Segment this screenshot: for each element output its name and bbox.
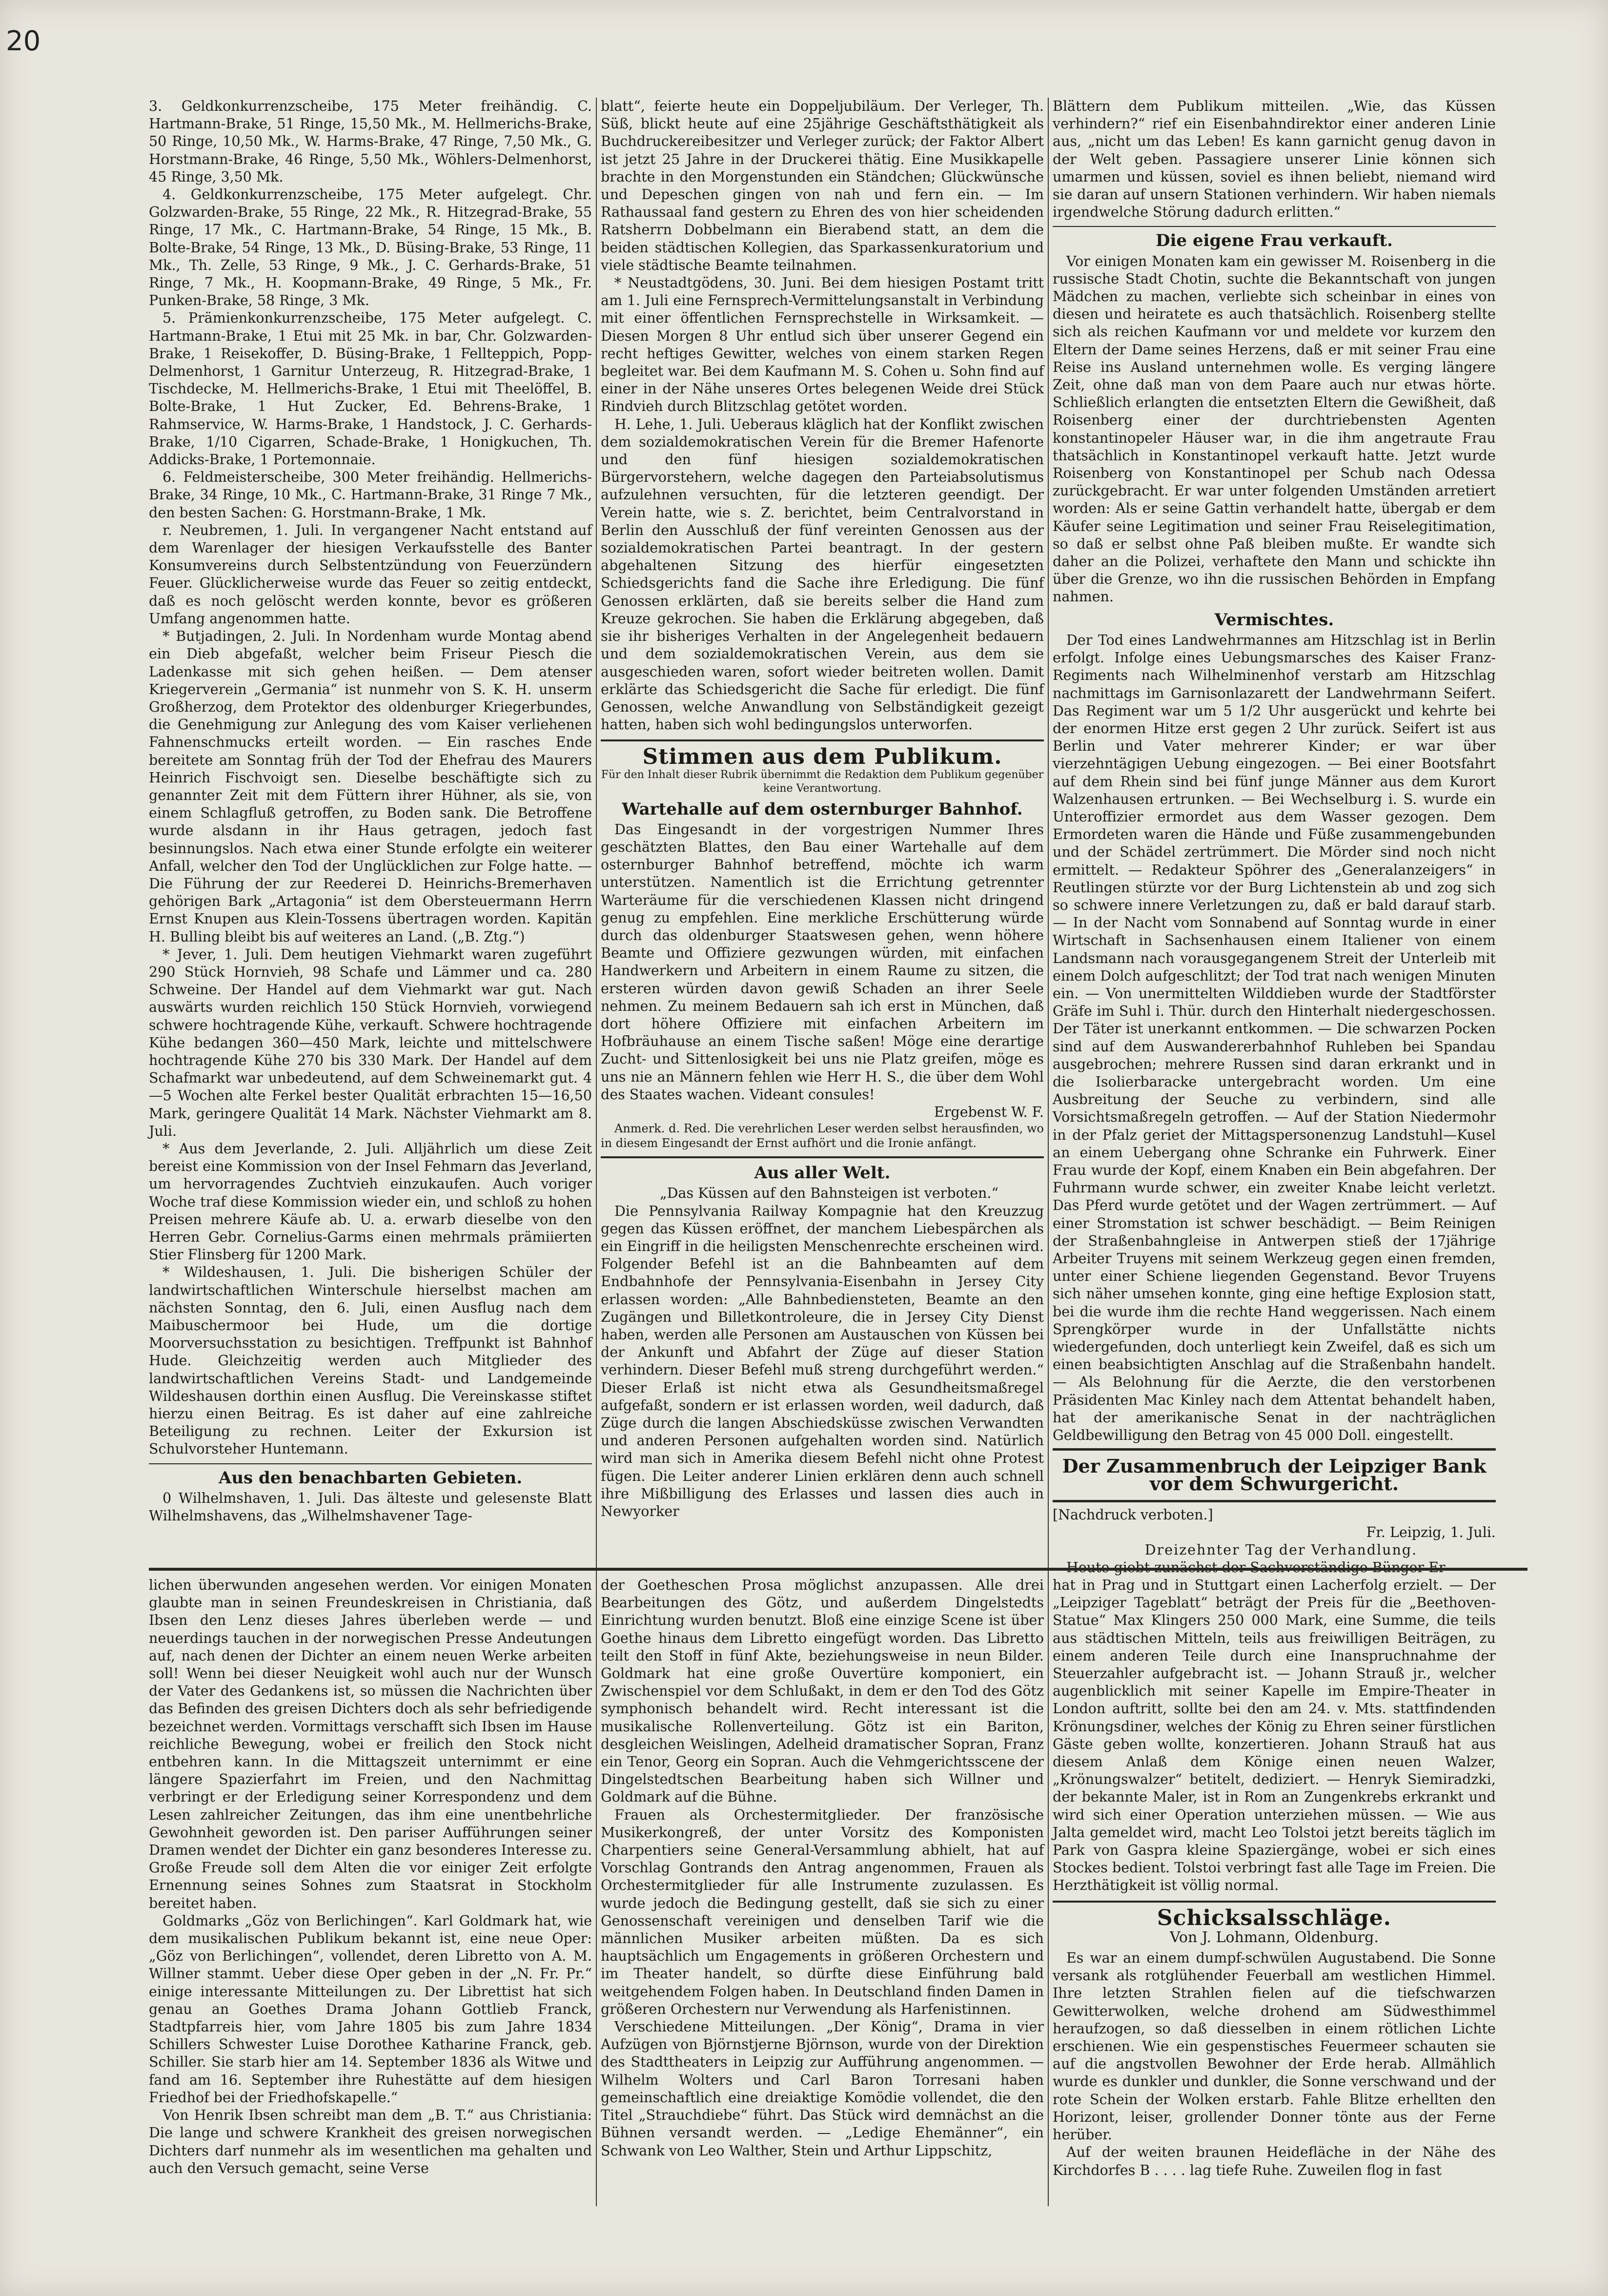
leipzig-title: Der Zusammenbruch der Leipziger Bank vor dem Schwurgericht.	[1062, 1455, 1486, 1495]
column-rule	[592, 98, 601, 1577]
article-paragraph: * Jever, 1. Juli. Dem heutigen Viehmarkt waren zugeführt 290 Stück Hornvieh, 98 Schafe und Lämmer und ca. 280 Schweine. Der Handel auf dem Viehmarkt war gut. Nach auswärts wurden reichlich 150 Stück Hornvieh, vorwiegend schwere hochtragende Kühe, verkauft. Schwere hochtragende Kühe bedangen 360—450 Mark, leichte und mittelschwere hochtragende Kühe 270 bis 330 Mark. Der Handel auf dem Schafmarkt war unbedeutend, auf dem Schweinemarkt gut. 4—5 Wochen alte Ferkel bester Qualität erbrachten 15—16,50 Mark, geringere Qualität 14 Mark. Nächster Viehmarkt am 8. Juli.	[149, 946, 592, 1139]
band-divider	[149, 1568, 1527, 1571]
wartehalle-title: Wartehalle auf dem osternburger Bahnhof.	[622, 799, 1023, 819]
article-paragraph: 4. Geldkonkurrenzscheibe, 175 Meter aufgelegt. Chr. Golzwarden-Brake, 55 Ringe, 22 Mk., R. Hitzegrad-Brake, 55 Ringe, 17 Mk., C. Hartmann-Brake, 54 Ringe, 15 Mk., B. Bolte-Brake, 54 Ringe, 13 Mk., D. Büsing-Brake, 53 Ringe, 11 Mk., Th. Zelle, 53 Ringe, 9 Mk., J. C. Gerhards-Brake, 51 Ringe, 7 Mk., H. Koopmann-Brake, 49 Ringe, 5 Mk., Fr. Punken-Brake, 58 Ringe, 3 Mk.	[149, 186, 592, 309]
schicksal-title: Schicksalsschläge.	[1157, 1905, 1392, 1930]
article-paragraph: Blättern dem Publikum mitteilen. „Wie, das Küssen verhindern?“ rief ein Eisenbahndirektor einer anderen Linie aus, „nicht um das Leben! Es kann garnicht genug davon in der Welt geben. Passagiere unserer Linie können sich umarmen und küssen, soviel es ihnen beliebt, niemand wird sie daran auf unsern Stationen verhindern. Wir haben niemals irgendwelche Störung dadurch erlitten.“	[1053, 98, 1496, 221]
article-paragraph: Auf der weiten braunen Heidefläche in der Nähe des Kirchdorfes B . . . . lag tiefe Ruhe. Zuweilen flog in fast	[1053, 2144, 1496, 2178]
bottom-column-1	[149, 1577, 592, 2206]
bottom-column-2	[601, 1577, 1044, 2206]
article-paragraph: hat in Prag und in Stuttgart einen Lacherfolg erzielt. — Der „Leipziger Tageblatt“ beträgt der Preis für die „Beethoven-Statue“ Max Klingers 250 000 Mark, eine Summe, die teils aus städtischen Mitteln, teils aus freiwilligen Beiträgen, zu einem anderen Teile durch eine Inanspruchnahme der Steuerzahler aufgebracht ist. — Johann Strauß jr., welcher augenblicklich mit seiner Kapelle im Empire-Theater in London auftritt, sollte bei den am 24. v. Mts. stattfindenden Krönungsdiner, welches der König zu Ehren seiner fürstlichen Gäste geben wollte, konzertieren. Johann Strauß hat aus diesem Anlaß dem Könige einen neuen Walzer, „Krönungswalzer“ betitelt, dediziert. — Henryk Siemiradzki, der bekannte Maler, ist in Rom an Zungenkrebs erkrankt und wird sich einer Operation unterziehen müssen. — Wie aus Jalta gemeldet wird, macht Leo Tolstoi jetzt bereits täglich im Park von Gaspra kleine Spaziergänge, wobei er sich eines Stockes bedient. Tolstoi verbringt fast alle Tage im Freien. Die Herzthätigkeit ist völlig normal.	[1053, 1577, 1496, 1894]
page-number: 20	[6, 25, 41, 57]
top-column-2	[601, 98, 1044, 1577]
article-paragraph: r. Neubremen, 1. Juli. In vergangener Nacht entstand auf dem Warenlager der hiesigen Verkaufsstelle des Banter Konsumvereins durch Selbstentzündung von Feuerzündern Feuer. Glücklicherweise wurde das Feuer so zeitig entdeckt, daß es noch gelöscht werden konnte, bevor es größeren Umfang angenommen hatte.	[149, 522, 592, 627]
article-paragraph: * Aus dem Jeverlande, 2. Juli. Alljährlich um diese Zeit bereist eine Kommission von der Insel Fehmarn das Jeverland, um hervorragendes Zuchtvieh einzukaufen. Auch voriger Woche traf diese Kommission wieder ein, und schloß zu hohen Preisen mehrere Käufe ab. U. a. erwarb dieselbe von den Herren Gebr. Cornelius-Garms einen mehrmals prämiierten Stier Flinsberg für 1200 Mark.	[149, 1140, 592, 1263]
article-paragraph: Das Eingesandt in der vorgestrigen Nummer Ihres geschätzten Blattes, den Bau einer Wartehalle auf dem osternburger Bahnhof betreffend, möchte ich warm unterstützen. Namentlich ist die Errichtung getrennter Warteräume für die verschiedenen Klassen nicht dringend genug zu empfehlen. Eine merkliche Erschütterung würde durch das oldenburger Staatswesen gehen, wenn höhere Beamte und Offiziere gezwungen würden, mit einfachen Handwerkern und Arbeitern in einem Raume zu sitzen, die ersteren würden davon gewiß Schaden an ihrer Seele nehmen. Zu meinem Bedauern sah ich erst in München, daß dort höhere Offiziere mit einfachen Arbeitern im Hofbräuhause an einem Tische saßen! Möge eine derartige Zucht- und Sittenlosigkeit bei uns nie Platz greifen, möge es uns nie an Männern fehlen wie Herr H. S., die über dem Wohl des Staates wachen. Videant consules!	[601, 821, 1044, 1103]
editor-note: Anmerk. d. Red. Die verehrlichen Leser werden selbst herausfinden, wo in diesem Eingesandt der Ernst aufhört und die Ironie anfängt.	[601, 1122, 1044, 1150]
article-paragraph: Frauen als Orchestermitglieder. Der französische Musikerkongreß, der unter Vorsitz des Komponisten Charpentiers seine General-Versammlung abhielt, hat auf Vorschlag Gontrands den Antrag angenommen, Frauen als Orchestermitglieder für alle Instrumente zuzulassen. Es wurde jedoch die Bedingung gestellt, daß sie sich zu einer Genossenschaft vereinigen und denselben Tarif wie die männlichen Musiker arbeiten müßten. Da es sich hauptsächlich um Engagements in größeren Orchestern und im Theater handelt, so dürfte diese Einführung bald weitgehendem Folgen haben. In Deutschland finden Damen in größeren Orchestern nur Verwendung als Harfenistinnen.	[601, 1806, 1044, 2017]
article-paragraph: H. Lehe, 1. Juli. Ueberaus kläglich hat der Konflikt zwischen dem sozialdemokratischen Verein für die Bremer Hafenorte und den fünf hiesigen sozialdemokratischen Bürgervorstehern, welche dagegen den Parteiabsolutismus aufzulehnen versuchten, für die letzteren geendigt. Der Verein hatte, wie s. Z. berichtet, beim Centralvorstand in Berlin den Ausschluß der fünf vereinten Genossen aus der sozialdemokratischen Partei beantragt. In der gestern abgehaltenen Sitzung des hierfür eingesetzten Schiedsgerichts fand die Sache ihre Erledigung. Die fünf Genossen erklärten, daß sie bereits selber die Hand zum Kreuze gekrochen. Sie haben die Erklärung abgegeben, daß sie ihr bisheriges Verhalten in der Angelegenheit bedauern und dem sozialdemokratischen Verein, aus dem sie ausgeschieden waren, sofort wieder beitreten wollen. Damit erklärte das Schiedsgericht die Sache für erledigt. Die fünf Genossen, welche Anwandlung von Selbständigkeit gezeigt hatten, haben sich wohl bedingungslos unterworfen.	[601, 416, 1044, 733]
byline: Von J. Lohmann, Oldenburg.	[1169, 1928, 1379, 1946]
top-column-3	[1053, 98, 1496, 1577]
column-rule	[1044, 1577, 1053, 2206]
article-paragraph: Von Henrik Ibsen schreibt man dem „B. T.“ aus Christiania: Die lange und schwere Krankheit des greisen norwegischen Dichters darf nunmehr als im wesentlichen ma gehalten und auch den Versuch gemacht, seine Verse	[149, 2107, 592, 2176]
bottom-column-3	[1053, 1577, 1496, 2206]
aller-welt-title: Aus aller Welt.	[754, 1163, 891, 1183]
vermischtes-title: Vermischtes.	[1214, 610, 1334, 630]
article-paragraph: Goldmarks „Göz von Berlichingen“. Karl Goldmark hat, wie dem musikalischen Publikum bekannt ist, eine neue Oper: „Göz von Berlichingen“, vollendet, deren Libretto von A. M. Willner stammt. Ueber diese Oper geben in der „N. Fr. Pr.“ einige interessante Mitteilungen zu. Der Librettist hat sich genau an Goethes Drama Johann Gottlieb Franck, Stadtpfarreis hier, vom Jahre 1805 bis zum Jahre 1834 Schillers Schwester Luise Dorothee Katharine Franck, geb. Schiller. Sie starb hier am 14. September 1836 als Witwe und fand am 16. September ihre Ruhestätte auf dem hiesigen Friedhof bei der Friedhofskapelle.“	[149, 1912, 592, 2106]
article-paragraph: Verschiedene Mitteilungen. „Der König“, Drama in vier Aufzügen von Björnstjerne Björnson, wurde von der Direktion des Stadttheaters in Leipzig zur Aufführung angenommen. — Wilhelm Wolters und Carl Baron Torresani haben gemeinschaftlich eine dreiaktige Komödie vollendet, die den Titel „Strauchdiebe“ führt. Das Stück wird demnächst an die Bühnen versandt werden. — „Ledige Ehemänner“, ein Schwank von Leo Walther, Stein und Arthur Lippschitz,	[601, 2019, 1044, 2159]
signature: Ergebenst W. F.	[934, 1104, 1044, 1120]
article-paragraph: * Butjadingen, 2. Juli. In Nordenham wurde Montag abend ein Dieb abgefaßt, welcher beim Friseur Piesch die Ladenkasse mit sich gehen heißen. — Dem atenser Kriegerverein „Germania“ ist nunmehr von S. K. H. unserm Großherzog, dem Protektor des oldenburger Kriegerbundes, die Genehmigung zur Anlegung des vom Kaiser verliehenen Fahnenschmucks erteilt worden. — Ein rasches Ende bereitete am Sonntag früh der Tod der Ehefrau des Maurers Heinrich Fischvoigt sen. Dieselbe beschäftigte sich zu genannter Zeit mit dem Füttern ihrer Hühner, als sie, von einem Schlagfluß getroffen, zu Boden sank. Die Betroffene wurde alsdann in ihr Haus getragen, jedoch fast besinnungslos. Nach etwa einer Stunde erfolgte ein weiterer Anfall, welcher den Tod der Unglücklichen zur Folge hatte. — Die Führung der zur Reederei D. Heinrichs-Bremerhaven gehörigen Bark „Artagonia“ ist dem Obersteuermann Herrn Ernst Knupen aus Klein-Tossens übertragen worden. Kapitän H. Bulling bleibt bis auf weiteres an Land. („B. Ztg.“)	[149, 628, 592, 945]
reprint-note: [Nachdruck verboten.]	[1053, 1506, 1213, 1523]
divider	[601, 739, 1044, 741]
column-rule	[1044, 98, 1053, 1577]
top-band	[149, 98, 1527, 1567]
leipzig-subtitle: Dreizehnter Tag der Verhandlung.	[1144, 1542, 1418, 1558]
section-title: Aus den benachbarten Gebieten.	[218, 1468, 523, 1488]
article-paragraph: * Wildeshausen, 1. Juli. Die bisherigen Schüler der landwirtschaftlichen Winterschule hierselbst machen am nächsten Sonntag, den 6. Juli, einen Ausflug nach dem Maibuschermoor bei Hude, um die dortige Moorversuchsstation zu besichtigen. Treffpunkt ist Bahnhof Hude. Gleichzeitig werden auch Mitglieder des landwirtschaftlichen Vereins Stadt- und Landgemeinde Wildeshausen dorthin einen Ausflug. Die Vereinskasse stiftet hierzu einen Beitrag. Es ist daher auf eine zahlreiche Beteiligung zu rechnen. Leiter der Exkursion ist Schulvorsteher Huntemann.	[149, 1264, 592, 1457]
article-paragraph: 3. Geldkonkurrenzscheibe, 175 Meter freihändig. C. Hartmann-Brake, 51 Ringe, 15,50 Mk., M. Hellmerichs-Brake, 50 Ringe, 10,50 Mk., W. Harms-Brake, 47 Ringe, 7,50 Mk., G. Horstmann-Brake, 46 Ringe, 5,50 Mk., Wöhlers-Delmenhorst, 45 Ringe, 3,50 Mk.	[149, 98, 592, 185]
article-paragraph: Der Tod eines Landwehrmannes am Hitzschlag ist in Berlin erfolgt. Infolge eines Uebungsmarsches des Kaiser Franz-Regiments nach Wilhelminenhof verstarb am Hitzschlag nachmittags im Garnisonlazarett der Landwehrmann Seifert. Das Regiment war um 5 1/2 Uhr ausgerückt und kehrte bei der enormen Hitze erst gegen 2 Uhr zurück. Seifert ist aus Berlin und Vater mehrerer Kinder; er war über vierzehntägigen Uebung eingezogen. — Bei einer Bootsfahrt auf dem Rhein sind bei fünf junge Männer aus dem Kurort Walzenhausen ertrunken. — Bei Wechselburg i. S. wurde ein Unteroffizier ermordet aus dem Wasser gezogen. Dem Ermordeten waren die Hände und Füße zusammengebunden und der Schädel zertrümmert. Die Mörder sind noch nicht ermittelt. — Redakteur Spöhrer des „Generalanzeigers“ in Reutlingen stürzte vor der Burg Lichtenstein ab und zog sich so schwere innere Verletzungen zu, daß er bald darauf starb. — In der Nacht vom Sonnabend auf Sonntag wurde in einer Wirtschaft in Sachsenhausen einem Italiener von einem Landsmann nach vorausgegangenem Streit der Unterleib mit einem Dolch aufgeschlitzt; der Tod trat nach wenigen Minuten ein. — Von unermittelten Wilddieben wurde der Stadtförster Gräfe im Suhl i. Thür. durch den Hinterhalt niedergeschossen. Der Täter ist unerkannt entkommen. — Die schwarzen Pocken sind auf dem Auswandererbahnhof Ruhleben bei Spandau ausgebrochen; mehrere Russen sind daran erkrankt und in die Isolierbaracke untergebracht worden. Um eine Ausbreitung der Seuche zu verbindern, sind alle Vorsichtsmaßregeln getroffen. — Auf der Station Niedermohr in der Pfalz geriet der Mittagspersonenzug Landstuhl—Kusel an einem Uebergang ohne Schranke ein Fuhrwerk. Einer Frau wurde der Kopf, einem Knaben ein Bein abgefahren. Der Fuhrmann wurde schwer, ein zweiter Knabe leicht verletzt. Das Pferd wurde getötet und der Wagen zertrümmert. — Auf einer Stromstation ist schwer beschädigt. — Beim Reinigen der Straßenbahngleise in Antwerpen stieß der 17jährige Arbeiter Truyens mit seinem Werkzeug gegen einen fremden, unter einer Schiene liegenden Gegenstand. Bevor Truyens sich näher umsehen konnte, ging eine heftige Explosion statt, bei die wurde ihm die rechte Hand weggerissen. Nach einem Sprengkörper wurde in der Unfallstätte nichts wiedergefunden, doch unterliegt kein Zweifel, daß es sich um einen beabsichtigten Anschlag auf die Straßenbahn handelt. — Als Belohnung für die Aerzte, die den verstorbenen Präsidenten Mac Kinley nach dem Attentat behandelt haben, hat der amerikanische Senat in der nachträglichen Geldbewilligung den Betrag von 45 000 Doll. eingestellt.	[1053, 632, 1496, 1444]
article-paragraph: lichen überwunden angesehen werden. Vor einigen Monaten glaubte man in seinen Freundeskreisen in Christiania, daß Ibsen den Lenz dieses Jahres überleben werde — und neuerdings tauchen in der norwegischen Presse Andeutungen auf, nach denen der Dichter an einem neuen Werke arbeiten soll! Wenn bei dieser Neuigkeit wohl auch nur der Wunsch der Vater des Gedankens ist, so müssen die Nachrichten über das Befinden des greisen Dichters doch als sehr befriedigende bezeichnet werden. Vormittags verschafft sich Ibsen im Hause reichliche Bewegung, wobei er freilich den Stock nicht entbehren kann. In die Mittagszeit unternimmt er eine längere Spazierfahrt im Freien, und den Nachmittag verbringt er der Erledigung seiner Korrespondenz und dem Lesen zahlreicher Zeitungen, das ihm eine unentbehrliche Gewohnheit geworden ist. Den pariser Aufführungen seiner Dramen wendet der Dichter ein ganz besonderes Interesse zu. Große Freude soll dem Alten die vor einiger Zeit erfolgte Ernennung seines Sohnes zum Staatsrat in Stockholm bereitet haben.	[149, 1577, 592, 1911]
top-column-1	[149, 98, 592, 1577]
article-paragraph: der Goetheschen Prosa möglichst anzupassen. Alle drei Bearbeitungen des Götz, und außerdem Dingelstedts Einrichtung wurden benutzt. Bloß eine einzige Scene ist über Goethe hinaus dem Libretto eingefügt worden. Das Libretto teilt den Stoff in fünf Akte, beziehungsweise in neun Bilder. Goldmark hat eine große Ouvertüre komponiert, ein Zwischenspiel vor dem Schlußakt, in dem er den Tod des Götz symphonisch behandelt wird. Recht interessant ist die musikalische Rollenverteilung. Götz ist ein Bariton, desgleichen Weislingen, Adelheid dramatischer Sopran, Franz ein Tenor, Georg ein Sopran. Auch die Vehmgerichtsscene der Dingelstedtschen Bearbeitung haben sich Willner und Goldmark auf die Bühne.	[601, 1577, 1044, 1805]
article-paragraph: 0 Wilhelmshaven, 1. Juli. Das älteste und gelesenste Blatt Wilhelmshavens, das „Wilhelmshavener Tage-	[149, 1490, 592, 1524]
article-paragraph: Es war an einem dumpf-schwülen Augustabend. Die Sonne versank als rotglühender Feuerball am westlichen Himmel. Ihre letzten Strahlen fielen auf die tiefschwarzen Gewitterwolken, welche drohend am Südwesthimmel heraufzogen, so daß diesselben in einem rötlichen Lichte erschienen. Wie ein gespenstisches Feuermeer schauten sie auf die angstvollen Bewohner der Erde herab. Allmählich wurde es dunkler und dunkler, die Sonne verschwand und der rote Schein der Wolken erstarb. Fahle Blitze erhellten den Horizont, leiser, grollender Donner tönte aus der Ferne herüber.	[1053, 1950, 1496, 2143]
column-rule	[592, 1577, 601, 2206]
article-paragraph: Vor einigen Monaten kam ein gewisser M. Roisenberg in die russische Stadt Chotin, suchte die Bekanntschaft von jungen Mädchen zu machen, verliebte sich scheinbar in eines von diesen und heiratete es auch thatsächlich. Roisenberg stellte sich als reichen Kaufmann vor und meldete vor kurzem den Eltern der Dame seines Herzens, daß er mit seiner Frau eine Reise ins Ausland unternehmen wolle. Es verging längere Zeit, ohne daß man von dem Paare auch nur etwas hörte. Schließlich erlangten die entsetzten Eltern die Gewißheit, daß Roisenberg einer der durchtriebensten Agenten konstantinopeler Häuser war, in die ihm angetraute Frau thatsächlich in Konstantinopel verkauft hatte. Jetzt wurde Roisenberg von Konstantinopel per Schub nach Odessa zurückgebracht. Er war unter folgenden Umständen arretiert worden: Als er seine Gattin verhandelt hatte, übergab er dem Käufer seine Legitimation und seiner Frau Reiselegitimation, so daß er selbst ohne Paß bleiben mußte. Er wandte sich daher an die Polizei, verhaftete den Mann und schickte ihn über die Grenze, wo ihn die russischen Behörden in Empfang nahmen.	[1053, 253, 1496, 605]
leipzig-box	[1053, 1448, 1496, 1502]
dateline: Fr. Leipzig, 1. Juli.	[1366, 1524, 1496, 1540]
article-paragraph: 5. Prämienkonkurrenzscheibe, 175 Meter aufgelegt. C. Hartmann-Brake, 1 Etui mit 25 Mk. in bar, Chr. Golzwarden-Brake, 1 Reisekoffer, D. Büsing-Brake, 1 Fellteppich, Popp-Delmenhorst, 1 Garnitur Unterzeug, R. Hitzegrad-Brake, 1 Tischdecke, M. Hellmerichs-Brake, 1 Etui mit Theelöffel, B. Bolte-Brake, 1 Hut Zucker, Ed. Behrens-Brake, 1 Rahmservice, W. Harms-Brake, 1 Handstock, J. C. Gerhards-Brake, 1/10 Cigarren, Schade-Brake, 1 Honigkuchen, Th. Addicks-Brake, 1 Portemonnaie.	[149, 310, 592, 468]
stimmen-note: Für den Inhalt dieser Rubrik übernimmt die Redaktion dem Publikum gegenüber keine Verantwortung.	[601, 768, 1044, 795]
article-paragraph: blatt“, feierte heute ein Doppeljubiläum. Der Verleger, Th. Süß, blickt heute auf eine 25jährige Geschäftsthätigkeit als Buchdruckereibesitzer und Verleger zurück; der Faktor Albert ist jetzt 25 Jahre in der Druckerei thätig. Eine Musikkapelle brachte in den Morgenstunden ein Ständchen; Glückwünsche und Depeschen gingen von nah und fern ein. — Im Rathaussaal fand gestern zu Ehren des von hier scheidenden Ratsherrn Dobbelmann ein Bierabend statt, an dem die beiden städtischen Kollegien, das Sparkassenkuratorium und viele städtische Beamte teilnahmen.	[601, 98, 1044, 273]
divider	[1053, 1901, 1496, 1903]
article-paragraph: Die Pennsylvania Railway Kompagnie hat den Kreuzzug gegen das Küssen eröffnet, der manchem Liebespärchen als ein Eingriff in die heiligsten Menschenrechte erscheinen wird. Folgender Befehl ist an die Bahnbeamten auf dem Endbahnhofe der Pennsylvania-Eisenbahn in Jersey City erlassen worden: „Alle Bahnbediensteten, Beamte an den Zugängen und Billetkontroleure, die in Jersey City Dienst haben, werden alle Personen am Austauschen von Küssen bei der Ankunft und Abfahrt der Züge auf dieser Station verhindern. Dieser Befehl muß streng durchgeführt werden.“ Dieser Erlaß ist nicht etwa als Gesundheitsmaßregel aufgefaßt, sondern er ist erlassen worden, weil dadurch, daß Züge durch die langen Abschiedsküsse zwischen Verwandten und anderen Personen aufgehalten worden sind. Natürlich wird man sich in Amerika diesem Befehl nicht ohne Protest fügen. Die Leiter anderer Linien erklären denn auch schnell ihre Mißbilligung des Erlasses und lassen dies auch in Newyorker	[601, 1203, 1044, 1520]
stimmen-title: Stimmen aus dem Publikum.	[642, 744, 1002, 770]
divider	[1053, 226, 1496, 227]
frau-title: Die eigene Frau verkauft.	[1156, 231, 1393, 251]
aller-welt-subtitle: „Das Küssen auf den Bahnsteigen ist verboten.“	[659, 1185, 999, 1202]
article-paragraph: 6. Feldmeisterscheibe, 300 Meter freihändig. Hellmerichs-Brake, 34 Ringe, 10 Mk., C. Hartmann-Brake, 31 Ringe 7 Mk., den besten Sachen: G. Horstmann-Brake, 1 Mk.	[149, 469, 592, 521]
article-paragraph: * Neustadtgödens, 30. Juni. Bei dem hiesigen Postamt tritt am 1. Juli eine Fernsprech-Vermittelungsanstalt in Verbindung mit einer öffentlichen Fernsprechstelle in Wirksamkeit. — Diesen Morgen 8 Uhr entlud sich über unserer Gegend ein recht heftiges Gewitter, welches von einem starken Regen begleitet war. Bei dem Kaufmann M. S. Cohen u. Sohn find auf einer in der Nähe unseres Ortes belegenen Weide drei Stück Rindvieh durch Blitzschlag getötet worden.	[601, 275, 1044, 415]
divider	[149, 1463, 592, 1464]
bottom-band	[149, 1577, 1527, 2206]
divider	[601, 1156, 1044, 1158]
